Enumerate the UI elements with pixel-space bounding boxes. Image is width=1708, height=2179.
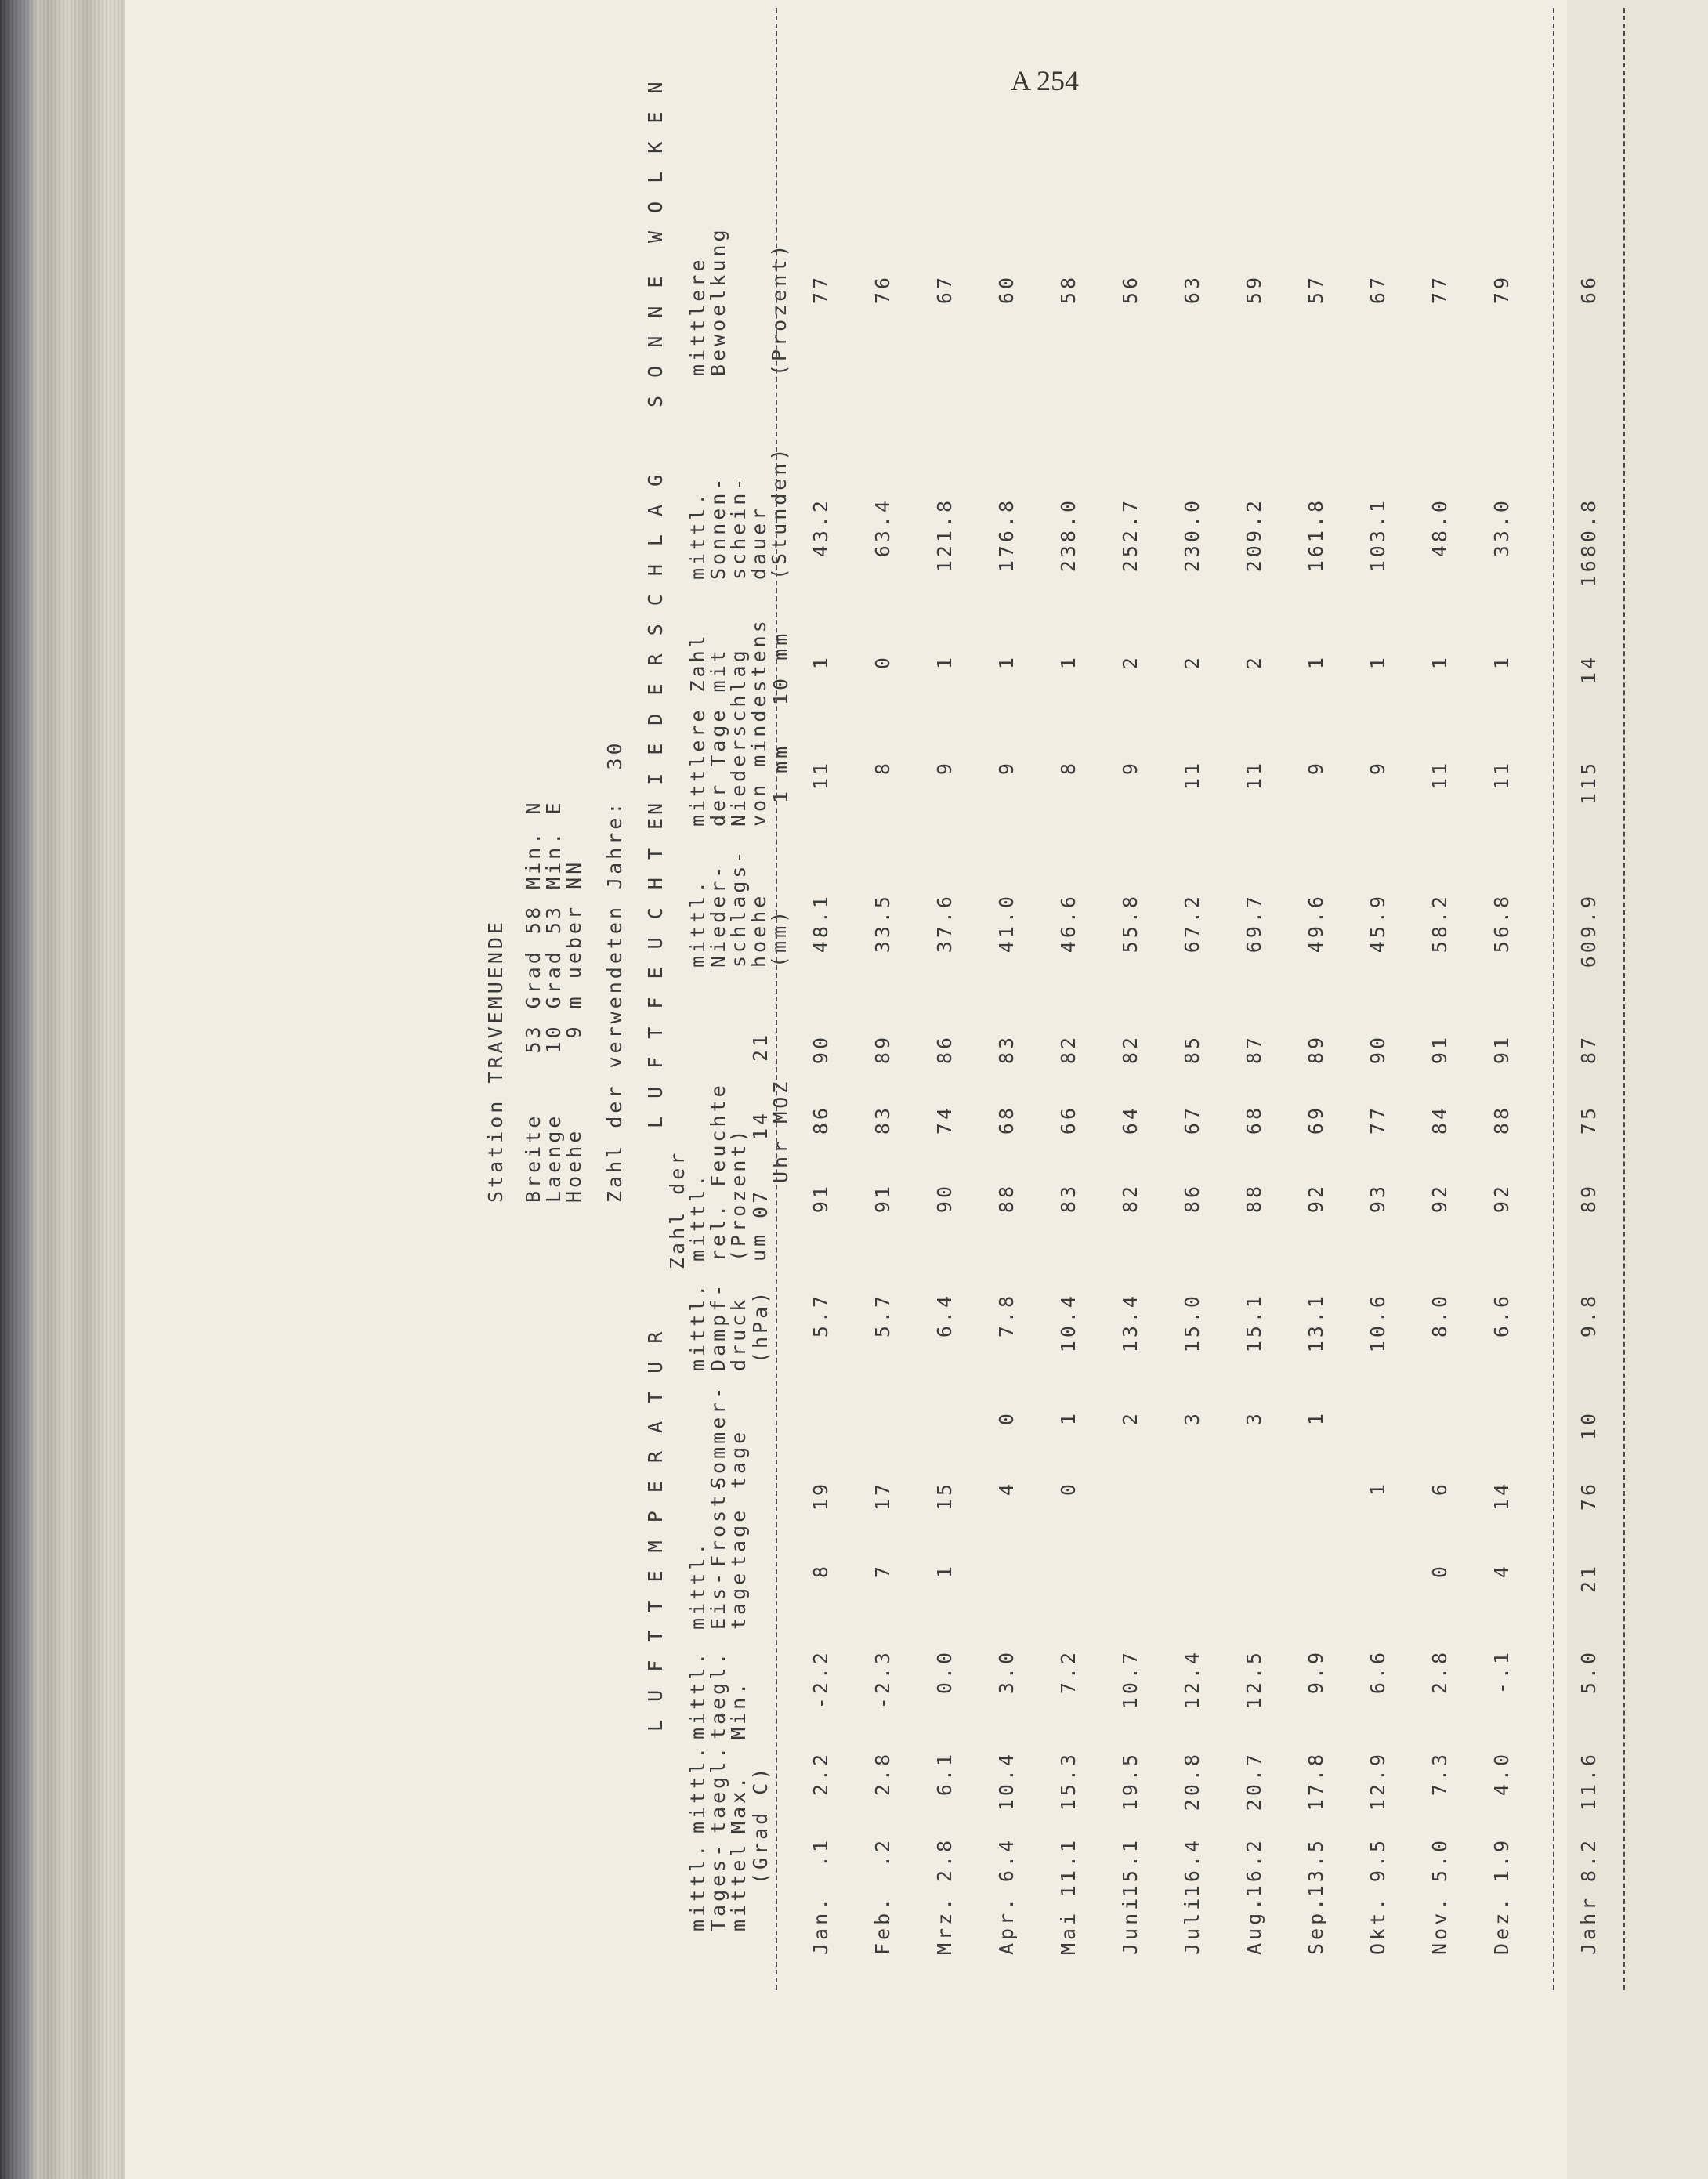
table-cell: 67 bbox=[1366, 274, 1389, 305]
group-luft-temp: L U F T T E M P E R A T U R bbox=[644, 1328, 667, 1732]
table-cell: 103.1 bbox=[1366, 498, 1389, 573]
table-cell: 238.0 bbox=[1057, 498, 1080, 573]
header-sommertage-line-1: Sommer- bbox=[707, 1384, 729, 1489]
table-cell: 9.9 bbox=[1305, 1649, 1327, 1695]
header-min-line-0: mittl. bbox=[686, 1649, 709, 1739]
header-max-line-1: taegl. bbox=[707, 1743, 729, 1833]
table-cell: 19 bbox=[809, 1481, 832, 1511]
table-cell: 0 bbox=[995, 1410, 1018, 1426]
total-cell: 21 bbox=[1577, 1563, 1600, 1594]
station-breite: Breite 53 Grad 58 Min. N bbox=[522, 799, 545, 1203]
table-cell: 60 bbox=[995, 274, 1018, 305]
table-cell: 68 bbox=[1243, 1105, 1265, 1135]
table-cell: 11 bbox=[1490, 760, 1513, 791]
table-cell: 1 bbox=[1057, 654, 1080, 670]
table-cell: 49.6 bbox=[1305, 893, 1327, 954]
table-cell: 7 bbox=[871, 1563, 894, 1579]
table-cell: 11 bbox=[1181, 760, 1203, 791]
table-cell: 4 bbox=[1490, 1563, 1513, 1579]
table-cell: 4.0 bbox=[1490, 1751, 1513, 1797]
table-cell: 3 bbox=[1243, 1410, 1265, 1426]
table-cell: 48.1 bbox=[809, 893, 832, 954]
table-cell: 4 bbox=[995, 1481, 1018, 1497]
table-cell: 0 bbox=[1057, 1481, 1080, 1497]
table-cell: 83 bbox=[871, 1105, 894, 1135]
total-cell: 75 bbox=[1577, 1105, 1600, 1135]
table-cell: 252.7 bbox=[1119, 498, 1142, 573]
table-cell: 43.2 bbox=[809, 498, 832, 558]
header-max-line-2: Max. bbox=[727, 1773, 750, 1833]
table-cell: .2 bbox=[871, 1837, 894, 1868]
table-cell: 0 bbox=[871, 654, 894, 670]
header-uhr-moz: Uhr MOZ bbox=[769, 1078, 792, 1183]
table-cell: 17.8 bbox=[1305, 1751, 1327, 1812]
total-cell: 76 bbox=[1577, 1481, 1600, 1511]
table-cell: 57 bbox=[1305, 274, 1327, 305]
table-cell: 92 bbox=[1428, 1183, 1451, 1214]
table-cell: 69 bbox=[1305, 1105, 1327, 1135]
table-cell: 37.6 bbox=[933, 893, 956, 954]
table-cell: 66 bbox=[1057, 1105, 1080, 1135]
header-tage-niederschlag-line-0: mittlere Zahl bbox=[686, 632, 709, 827]
table-cell: 79 bbox=[1490, 274, 1513, 305]
header-dampfdruck-line-1: Dampf- bbox=[707, 1281, 729, 1371]
table-cell: 82 bbox=[1119, 1183, 1142, 1214]
group-sonne: S O N N E bbox=[644, 273, 667, 407]
table-cell: 1 bbox=[933, 654, 956, 670]
table-cell: 2.8 bbox=[933, 1837, 956, 1883]
table-cell: 1 bbox=[1057, 1410, 1080, 1426]
total-cell: 1680.8 bbox=[1577, 498, 1600, 588]
table-cell: 77 bbox=[809, 274, 832, 305]
table-cell: 8 bbox=[809, 1563, 832, 1579]
header-tagesmittel-line-1: Tages- bbox=[707, 1841, 729, 1931]
header-rel-feuchte-line-0: mittl. bbox=[686, 1171, 709, 1261]
table-cell: 6.6 bbox=[1366, 1649, 1389, 1695]
total-cell: 89 bbox=[1577, 1183, 1600, 1214]
table-cell: 92 bbox=[1490, 1183, 1513, 1214]
table-cell: 91 bbox=[1428, 1034, 1451, 1065]
table-cell: 5.7 bbox=[809, 1293, 832, 1338]
header-sonnenschein-line-2: schein- bbox=[727, 475, 750, 580]
group-wolken: W O L K E N bbox=[644, 78, 667, 243]
table-cell: 58.2 bbox=[1428, 893, 1451, 954]
table-cell: 33.0 bbox=[1490, 498, 1513, 558]
month-label: Apr. bbox=[995, 1895, 1018, 1955]
table-cell: 16.2 bbox=[1243, 1837, 1265, 1898]
table-cell: 9 bbox=[1366, 760, 1389, 776]
table-cell: 11 bbox=[1428, 760, 1451, 791]
table-cell: 10.6 bbox=[1366, 1293, 1389, 1353]
total-separator-bottom bbox=[1623, 8, 1625, 1990]
header-rel-feuchte-line-2: (Prozent) bbox=[727, 1127, 750, 1261]
table-cell: 161.8 bbox=[1305, 498, 1327, 573]
table-cell: 74 bbox=[933, 1105, 956, 1135]
month-label: Mrz. bbox=[933, 1895, 956, 1955]
table-cell: 5.0 bbox=[1428, 1837, 1451, 1883]
total-cell: 8.2 bbox=[1577, 1837, 1600, 1883]
table-cell: 19.5 bbox=[1119, 1751, 1142, 1812]
table-cell: 10.7 bbox=[1119, 1649, 1142, 1710]
header-max-line-0: mittl. bbox=[686, 1743, 709, 1833]
header-grad-c: (Grad C) bbox=[749, 1765, 772, 1884]
header-bewoelkung-line-1: Bewoelkung bbox=[707, 226, 729, 376]
header-eistage-line-1: Eis- bbox=[707, 1569, 729, 1630]
total-cell: 9.8 bbox=[1577, 1293, 1600, 1338]
header-niederschlagshoehe-line-2: schlags- bbox=[727, 848, 750, 968]
table-cell: 209.2 bbox=[1243, 498, 1265, 573]
table-cell: 17 bbox=[871, 1481, 894, 1511]
book-page-edges bbox=[0, 0, 125, 2179]
header-niederschlagshoehe-line-1: Nieder- bbox=[707, 863, 729, 968]
table-cell: 2 bbox=[1119, 654, 1142, 670]
table-cell: -2.2 bbox=[809, 1649, 832, 1710]
table-cell: 20.8 bbox=[1181, 1751, 1203, 1812]
table-cell: 33.5 bbox=[871, 893, 894, 954]
month-label: Dez. bbox=[1490, 1895, 1513, 1955]
table-cell: 59 bbox=[1243, 274, 1265, 305]
table-cell: 13.4 bbox=[1119, 1293, 1142, 1353]
table-cell: 1 bbox=[1490, 654, 1513, 670]
header-eistage-line-0: mittl. bbox=[686, 1540, 709, 1630]
table-cell: 8 bbox=[1057, 760, 1080, 776]
header-hour-07: 07 bbox=[749, 1188, 772, 1218]
table-cell: 91 bbox=[1490, 1034, 1513, 1065]
table-cell: -2.3 bbox=[871, 1649, 894, 1710]
table-cell: 83 bbox=[1057, 1183, 1080, 1214]
document-page bbox=[125, 0, 1600, 2179]
table-cell: 7.3 bbox=[1428, 1751, 1451, 1797]
total-cell: 87 bbox=[1577, 1034, 1600, 1065]
table-cell: .1 bbox=[809, 1837, 832, 1868]
table-cell: 11.1 bbox=[1057, 1837, 1080, 1898]
table-cell: 6.6 bbox=[1490, 1293, 1513, 1338]
group-niederschlag: N I E D E R S C H L A G bbox=[644, 471, 667, 815]
table-cell: 1.9 bbox=[1490, 1837, 1513, 1883]
table-cell: 89 bbox=[1305, 1034, 1327, 1065]
table-cell: -.1 bbox=[1490, 1649, 1513, 1695]
header-rel-feuchte-line-3: um bbox=[747, 1231, 770, 1261]
total-cell: 66 bbox=[1577, 274, 1600, 305]
total-cell: 10 bbox=[1577, 1410, 1600, 1441]
table-cell: 68 bbox=[995, 1105, 1018, 1135]
table-cell: 8 bbox=[871, 760, 894, 776]
table-cell: 7.2 bbox=[1057, 1649, 1080, 1695]
total-cell: 115 bbox=[1577, 760, 1600, 805]
table-cell: 15.0 bbox=[1181, 1293, 1203, 1353]
table-cell: 93 bbox=[1366, 1183, 1389, 1214]
total-separator-top bbox=[1553, 8, 1554, 1990]
table-cell: 15 bbox=[933, 1481, 956, 1511]
table-cell: 1 bbox=[1366, 654, 1389, 670]
table-cell: 2 bbox=[1181, 654, 1203, 670]
table-cell: 88 bbox=[995, 1183, 1018, 1214]
header-dampfdruck-line-2: druck bbox=[727, 1296, 750, 1371]
month-label: Juni bbox=[1119, 1895, 1142, 1955]
header-separator bbox=[776, 8, 777, 1990]
total-cell: 5.0 bbox=[1577, 1649, 1600, 1695]
table-cell: 11 bbox=[809, 760, 832, 791]
header-zahl-der: Zahl der bbox=[666, 1149, 689, 1269]
header-hour-14: 14 bbox=[749, 1109, 772, 1140]
total-label: Jahr bbox=[1577, 1895, 1600, 1955]
header-tagesmittel-line-0: mittl. bbox=[686, 1841, 709, 1931]
table-cell: 2.8 bbox=[1428, 1649, 1451, 1695]
header-tage-niederschlag-line-2: Niederschlag bbox=[727, 647, 750, 827]
month-label: Feb. bbox=[871, 1895, 894, 1955]
table-cell: 12.9 bbox=[1366, 1751, 1389, 1812]
month-label: Okt. bbox=[1366, 1895, 1389, 1955]
table-cell: 2 bbox=[1243, 654, 1265, 670]
table-cell: 3 bbox=[1181, 1410, 1203, 1426]
table-cell: 88 bbox=[1243, 1183, 1265, 1214]
month-label: Sep. bbox=[1305, 1895, 1327, 1955]
table-cell: 67 bbox=[933, 274, 956, 305]
month-label: Juli bbox=[1181, 1895, 1203, 1955]
table-cell: 77 bbox=[1428, 274, 1451, 305]
table-cell: 6 bbox=[1428, 1481, 1451, 1497]
table-cell: 1 bbox=[1366, 1481, 1389, 1497]
header-niederschlagshoehe-line-0: mittl. bbox=[686, 878, 709, 968]
header-bewoelkung-line-4: (Prozent) bbox=[768, 241, 791, 376]
table-cell: 82 bbox=[1057, 1034, 1080, 1065]
header-sonnenschein-line-4: (Stunden) bbox=[768, 445, 791, 580]
header-min-line-1: taegl. bbox=[707, 1649, 729, 1739]
table-cell: 12.4 bbox=[1181, 1649, 1203, 1710]
header-frosttage-line-2: tage bbox=[727, 1507, 750, 1567]
table-cell: 0.0 bbox=[933, 1649, 956, 1695]
table-cell: 7.8 bbox=[995, 1293, 1018, 1338]
table-cell: 90 bbox=[809, 1034, 832, 1065]
table-cell: 86 bbox=[809, 1105, 832, 1135]
header-sommertage-line-2: tage bbox=[727, 1428, 750, 1489]
header-eistage-line-2: tage bbox=[727, 1569, 750, 1630]
table-cell: 46.6 bbox=[1057, 893, 1080, 954]
table-cell: 88 bbox=[1490, 1105, 1513, 1135]
total-cell: 14 bbox=[1577, 654, 1600, 685]
header-sonnenschein-line-3: dauer bbox=[747, 505, 770, 580]
table-cell: 1 bbox=[1305, 654, 1327, 670]
station-laenge: Laenge 10 Grad 53 Min. E bbox=[542, 799, 565, 1203]
month-label: Jan. bbox=[809, 1895, 832, 1955]
header-1mm: 1 mm bbox=[769, 743, 792, 803]
table-cell: 14 bbox=[1490, 1481, 1513, 1511]
header-rel-feuchte-line-1: rel. Feuchte bbox=[707, 1082, 729, 1261]
group-luft-feuchte: L U F T F E U C H T E bbox=[644, 814, 667, 1128]
table-cell: 1 bbox=[1428, 654, 1451, 670]
table-cell: 1 bbox=[933, 1563, 956, 1579]
table-cell: 92 bbox=[1305, 1183, 1327, 1214]
table-cell: 87 bbox=[1243, 1034, 1265, 1065]
table-cell: 9 bbox=[1119, 760, 1142, 776]
table-cell: 2.8 bbox=[871, 1751, 894, 1797]
table-cell: 56 bbox=[1119, 274, 1142, 305]
table-cell: 1 bbox=[809, 654, 832, 670]
header-niederschlagshoehe-line-4: (mm) bbox=[768, 907, 791, 968]
table-cell: 13.5 bbox=[1305, 1837, 1327, 1898]
header-tage-niederschlag-line-3: von mindestens bbox=[747, 617, 770, 827]
table-cell: 15.3 bbox=[1057, 1751, 1080, 1812]
table-cell: 67.2 bbox=[1181, 893, 1203, 954]
table-cell: 86 bbox=[1181, 1183, 1203, 1214]
table-cell: 76 bbox=[871, 274, 894, 305]
table-cell: 6.4 bbox=[995, 1837, 1018, 1883]
total-cell: 11.6 bbox=[1577, 1751, 1600, 1812]
table-cell: 0 bbox=[1428, 1563, 1451, 1579]
table-cell: 63 bbox=[1181, 274, 1203, 305]
header-frosttage-line-1: Frost- bbox=[707, 1477, 729, 1567]
table-cell: 91 bbox=[809, 1183, 832, 1214]
table-cell: 10.4 bbox=[1057, 1293, 1080, 1353]
table-cell: 90 bbox=[933, 1183, 956, 1214]
table-cell: 13.1 bbox=[1305, 1293, 1327, 1353]
table-cell: 83 bbox=[995, 1034, 1018, 1065]
table-cell: 12.5 bbox=[1243, 1649, 1265, 1710]
table-cell: 5.7 bbox=[871, 1293, 894, 1338]
table-cell: 41.0 bbox=[995, 893, 1018, 954]
table-cell: 20.7 bbox=[1243, 1751, 1265, 1812]
table-cell: 9 bbox=[1305, 760, 1327, 776]
table-cell: 55.8 bbox=[1119, 893, 1142, 954]
table-cell: 6.1 bbox=[933, 1751, 956, 1797]
table-cell: 9 bbox=[995, 760, 1018, 776]
table-cell: 6.4 bbox=[933, 1293, 956, 1338]
table-cell: 91 bbox=[871, 1183, 894, 1214]
station-hoehe: Hoehe 9 m ueber NN bbox=[563, 859, 585, 1203]
station-title: Station TRAVEMUENDE bbox=[484, 919, 507, 1203]
table-cell: 67 bbox=[1181, 1105, 1203, 1135]
header-10mm: 10 mm bbox=[769, 630, 792, 705]
table-cell: 121.8 bbox=[933, 498, 956, 573]
table-cell: 230.0 bbox=[1181, 498, 1203, 573]
header-bewoelkung-line-0: mittlere bbox=[686, 256, 709, 376]
table-cell: 86 bbox=[933, 1034, 956, 1065]
month-label: Aug. bbox=[1243, 1895, 1265, 1955]
table-cell: 15.1 bbox=[1119, 1837, 1142, 1898]
table-cell: 63.4 bbox=[871, 498, 894, 558]
table-cell: 45.9 bbox=[1366, 893, 1389, 954]
table-cell: 48.0 bbox=[1428, 498, 1451, 558]
header-sonnenschein-line-0: mittl. bbox=[686, 490, 709, 580]
page-number: A 254 bbox=[1011, 65, 1080, 96]
header-tage-niederschlag-line-1: der Tage mit bbox=[707, 647, 729, 827]
header-dampfdruck-line-0: mittl. bbox=[686, 1281, 709, 1371]
climate-table bbox=[478, 0, 1708, 1990]
month-label: Nov. bbox=[1428, 1895, 1451, 1955]
table-cell: 82 bbox=[1119, 1034, 1142, 1065]
table-cell: 58 bbox=[1057, 274, 1080, 305]
table-cell: 90 bbox=[1366, 1034, 1389, 1065]
table-cell: 1 bbox=[1305, 1410, 1327, 1426]
table-cell: 8.0 bbox=[1428, 1293, 1451, 1338]
table-cell: 85 bbox=[1181, 1034, 1203, 1065]
station-years: Zahl der verwendeten Jahre: 30 bbox=[603, 740, 626, 1203]
header-sonnenschein-line-1: Sonnen- bbox=[707, 475, 729, 580]
table-cell: 16.4 bbox=[1181, 1837, 1203, 1898]
table-cell: 3.0 bbox=[995, 1649, 1018, 1695]
table-cell: 9 bbox=[933, 760, 956, 776]
table-cell: 15.1 bbox=[1243, 1293, 1265, 1353]
table-cell: 84 bbox=[1428, 1105, 1451, 1135]
table-cell: 89 bbox=[871, 1034, 894, 1065]
table-cell: 2.2 bbox=[809, 1751, 832, 1797]
table-cell: 2 bbox=[1119, 1410, 1142, 1426]
total-cell: 609.9 bbox=[1577, 893, 1600, 968]
header-hpa: (hPa) bbox=[749, 1288, 772, 1363]
table-cell: 9.5 bbox=[1366, 1837, 1389, 1883]
table-cell: 77 bbox=[1366, 1105, 1389, 1135]
table-cell: 1 bbox=[995, 654, 1018, 670]
month-label: Mai bbox=[1057, 1909, 1080, 1955]
table-cell: 11 bbox=[1243, 760, 1265, 791]
header-tagesmittel-line-2: mittel bbox=[727, 1841, 750, 1931]
header-min-line-2: Min. bbox=[727, 1679, 750, 1739]
table-cell: 176.8 bbox=[995, 498, 1018, 573]
header-niederschlagshoehe-line-3: hoehe bbox=[747, 892, 770, 968]
table-cell: 10.4 bbox=[995, 1751, 1018, 1812]
table-cell: 64 bbox=[1119, 1105, 1142, 1135]
header-hour-21: 21 bbox=[749, 1031, 772, 1062]
table-cell: 56.8 bbox=[1490, 893, 1513, 954]
table-cell: 69.7 bbox=[1243, 893, 1265, 954]
